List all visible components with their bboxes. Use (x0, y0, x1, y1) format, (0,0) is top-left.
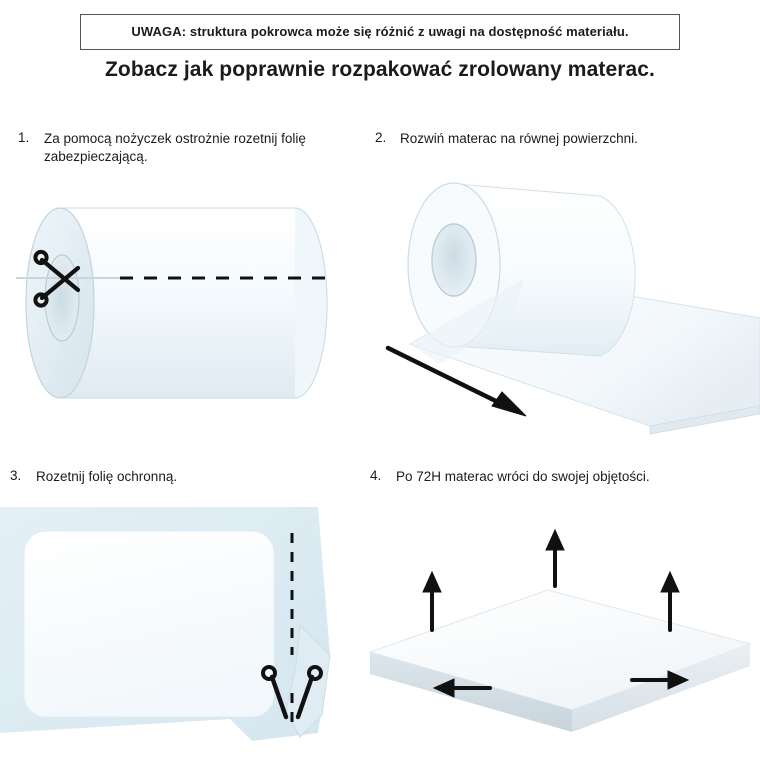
notice-banner: UWAGA: struktura pokrowca może się różnić z uwagi na dostępność materiału. (80, 14, 680, 50)
step-1-number: 1. (18, 130, 30, 145)
step-2-illustration (350, 168, 760, 438)
step-3-text: Rozetnij folię ochronną. (36, 469, 178, 484)
step-4-number: 4. (370, 468, 382, 483)
step-4-illustration (350, 520, 760, 750)
step-1-text: Za pomocą nożyczek ostrożnie rozetnij folię zabezpieczającą. (44, 131, 306, 164)
step-4-text: Po 72H materac wróci do swojej objętości. (396, 469, 650, 484)
arrow-up-center (546, 530, 564, 586)
arrow-up-left (423, 572, 441, 630)
step-3-number: 3. (10, 468, 22, 483)
step-1-illustration (0, 170, 340, 400)
step-2-number: 2. (375, 130, 387, 145)
step-2-text: Rozwiń materac na równej powierzchni. (400, 131, 638, 146)
page-title: Zobacz jak poprawnie rozpakować zrolowany materac. (105, 58, 655, 81)
step-3-illustration (0, 505, 345, 760)
